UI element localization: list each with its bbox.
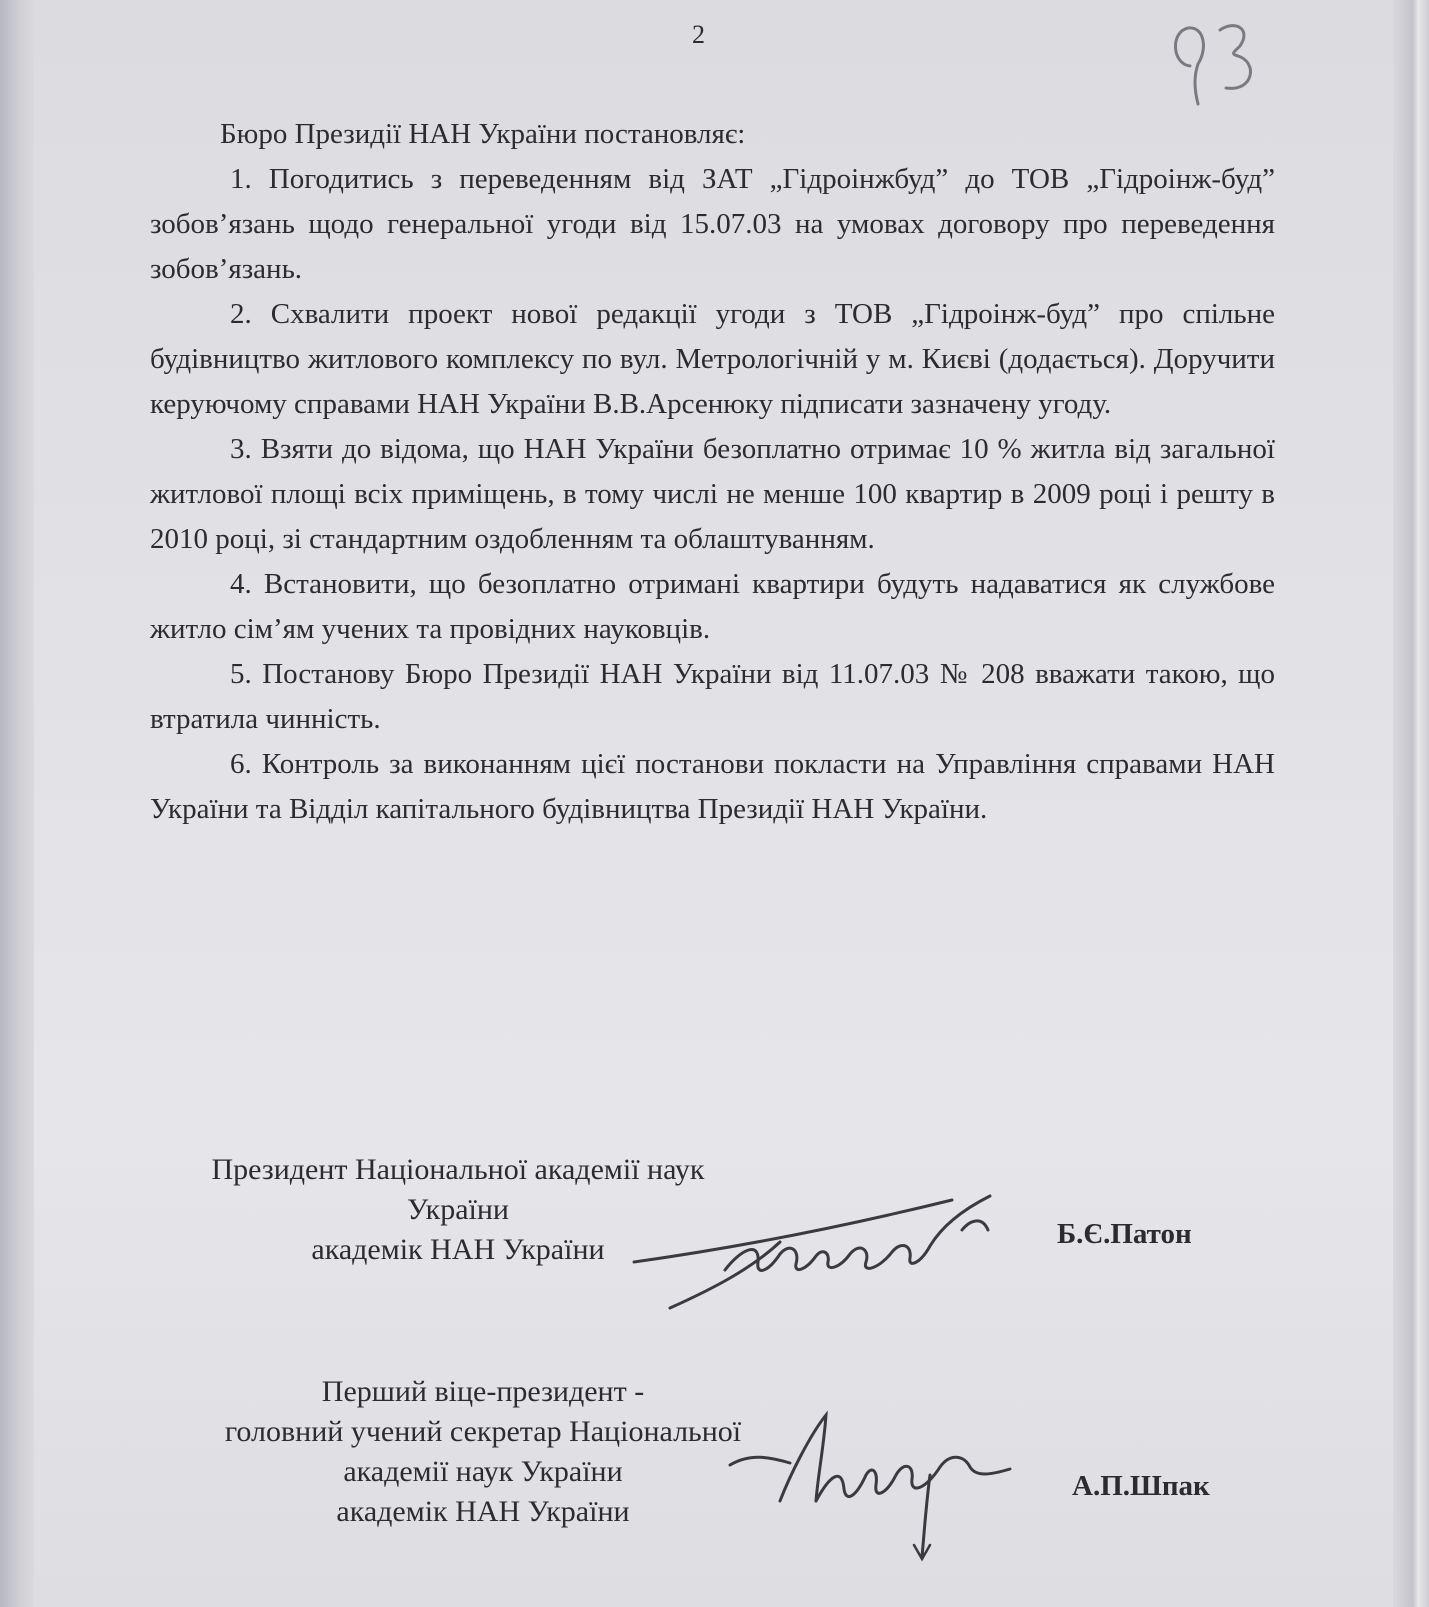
title-line: України <box>407 1193 509 1226</box>
president-signature <box>630 1190 1030 1330</box>
title-line: академік НАН України <box>311 1233 605 1266</box>
clause-5: 5. Постанову Бюро Президії НАН України від 11.07.03 № 208 вважати такою, що втратила чинність. <box>150 658 1275 735</box>
title-line: академії наук України <box>343 1455 623 1488</box>
left-page-edge <box>0 0 34 1607</box>
title-line: Перший віце-президент - <box>321 1375 645 1408</box>
clause-1: 1. Погодитись з переведенням від ЗАТ „Гідроінжбуд” до ТОВ „Гідроінж-буд” зобов’язань щодо генеральної угоди від 15.07.03 на умовах договору про переведення зобов’язань. <box>150 163 1275 285</box>
clause-3: 3. Взяти до відома, що НАН України безоплатно отримає 10 % житла від загальної житлової площі всіх приміщень, в тому числі не менше 100 квартир в 2009 році і решту в 2010 році, зі стандартним оздобленням та облаштуванням. <box>150 433 1275 555</box>
title-line: Президент Національної академії наук <box>211 1153 705 1186</box>
vice-president-signature <box>720 1405 1020 1565</box>
title-line: головний учений секретар Національної <box>224 1415 742 1448</box>
right-page-edge <box>1393 0 1429 1607</box>
resolution-body <box>150 112 1275 832</box>
signer-name-paton: Б.Є.Патон <box>1057 1218 1192 1250</box>
signatory-vice-president-title <box>158 1372 808 1532</box>
signer-name-shpak: А.П.Шпак <box>1072 1470 1210 1502</box>
clause-4: 4. Встановити, що безоплатно отримані квартири будуть надаватися як службове житло сім’ям учених та провідних науковців. <box>150 568 1275 645</box>
page-number: 2 <box>692 20 705 49</box>
title-line: академік НАН України <box>336 1495 630 1528</box>
clause-6: 6. Контроль за виконанням цієї постанови покласти на Управління справами НАН України та Відділ капітального будівництва Президії НАН України. <box>150 748 1275 825</box>
handwritten-archive-number <box>1168 18 1268 108</box>
resolution-intro: Бюро Президії НАН України постановляє: <box>220 118 746 150</box>
clause-2: 2. Схвалити проект нової редакції угоди з ТОВ „Гідроінж-буд” про спільне будівництво житлового комплексу по вул. Метрологічній у м. Києві (додається). Доручити керуючому справами НАН України В.В.Арсенюку підписати зазначену угоду. <box>150 298 1275 420</box>
